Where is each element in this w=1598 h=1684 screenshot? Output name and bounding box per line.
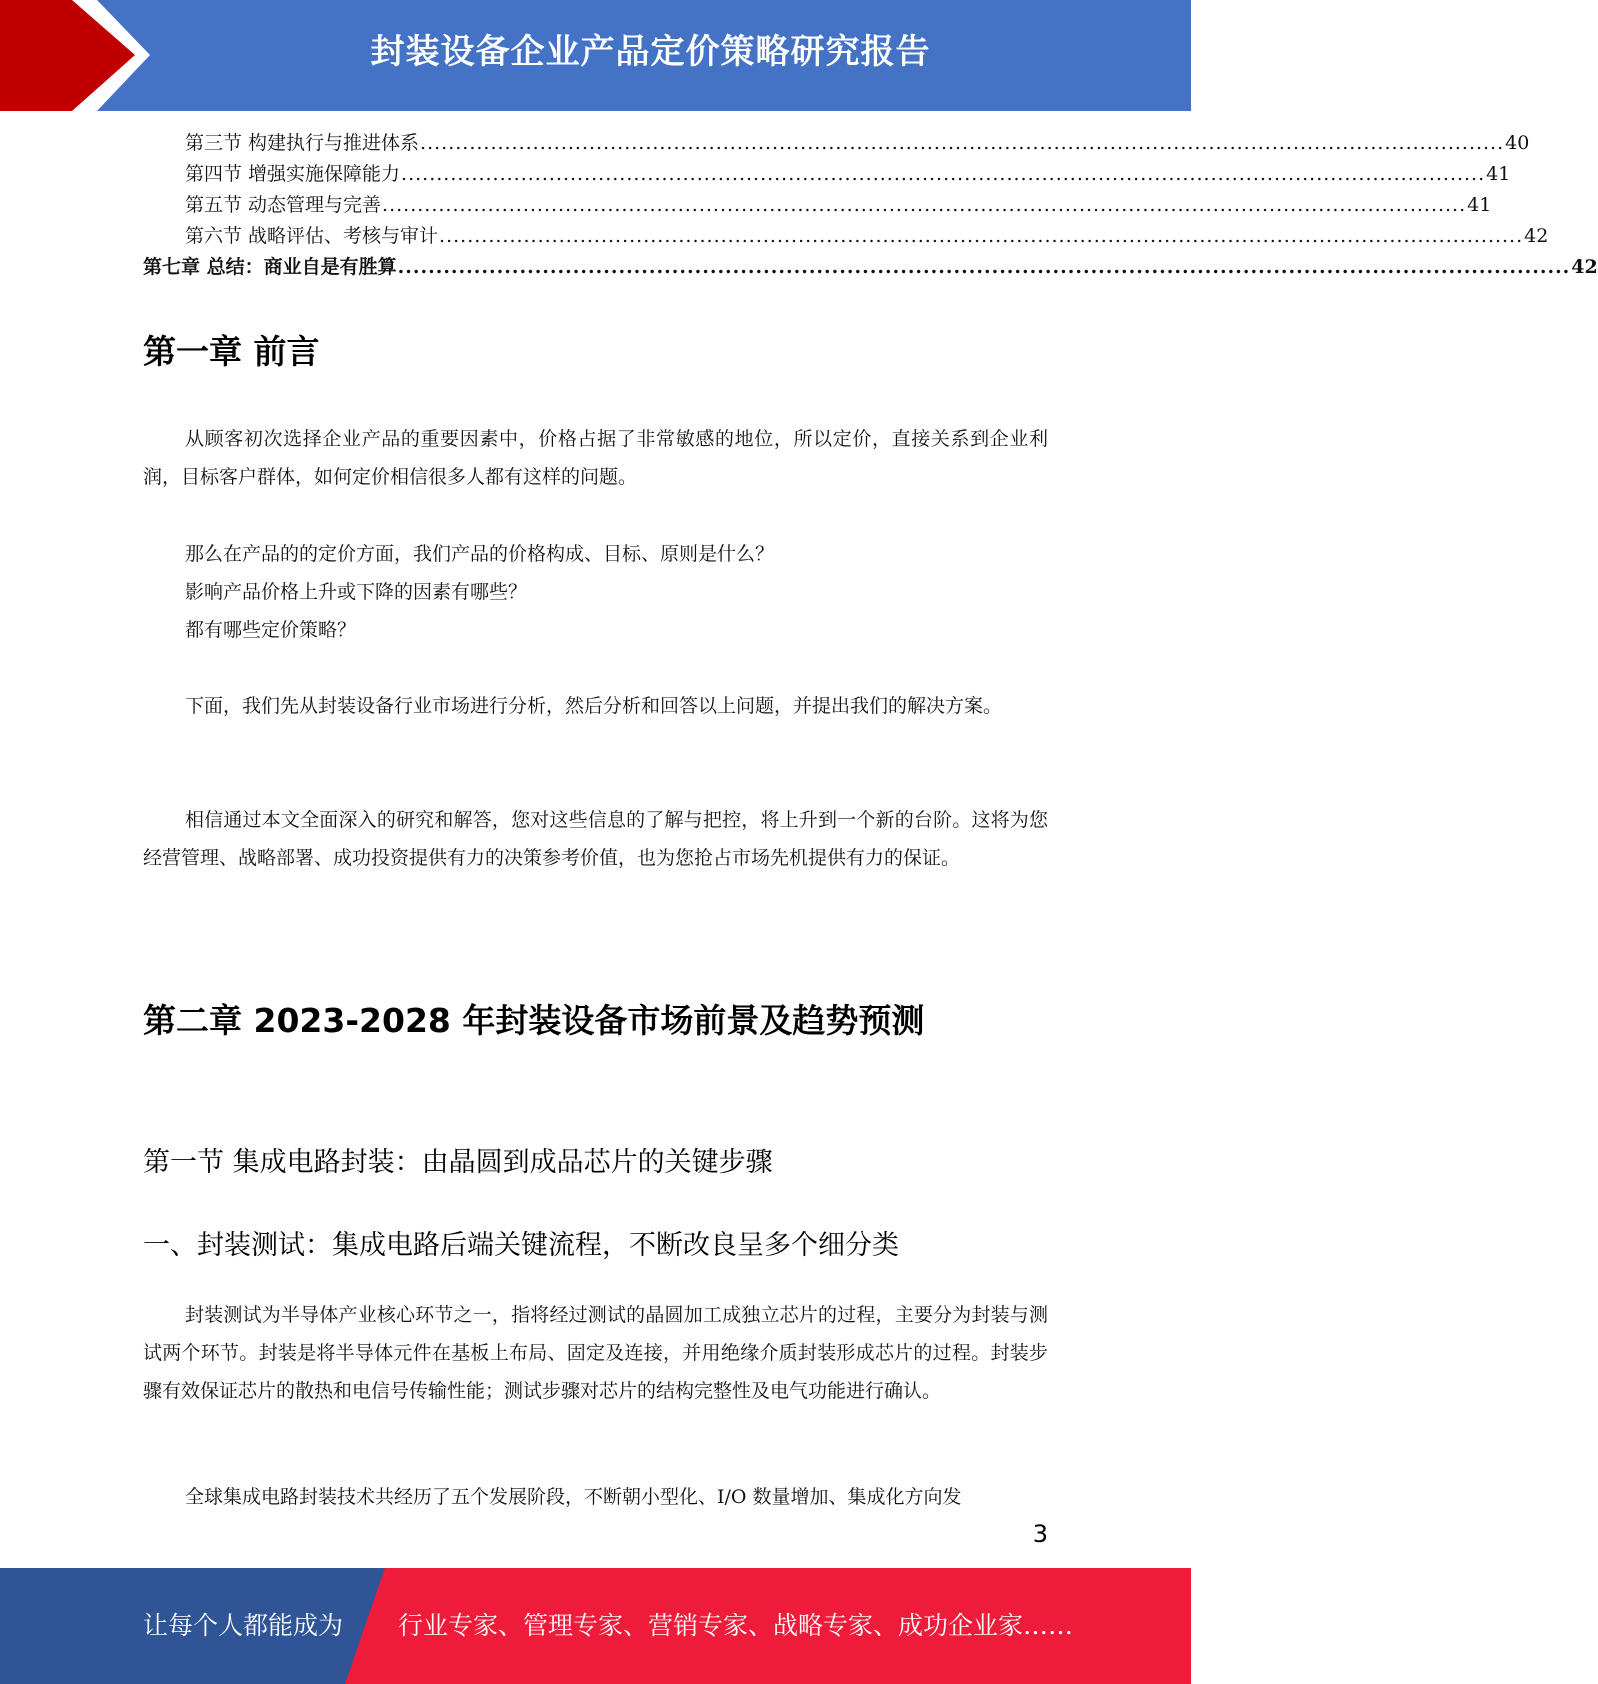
chapter2-heading: 第二章 2023-2028 年封装设备市场前景及趋势预测 [143, 1001, 925, 1040]
toc-entry-label: 第七章 总结：商业自是有胜算 [143, 256, 397, 278]
toc-entry-page: 42 [1571, 256, 1598, 278]
toc-entry-label: 第五节 动态管理与完善 [185, 194, 382, 216]
toc-leader-dots: .......................................................................................................................................................... [401, 163, 1486, 185]
toc-entry-chapter[interactable] [143, 252, 1598, 283]
toc-entry-label: 第六节 战略评估、考核与审计 [185, 225, 439, 247]
chapter1-paragraph-1: 从顾客初次选择企业产品的重要因素中，价格占据了非常敏感的地位，所以定价，直接关系到企业利润，目标客户群体，如何定价相信很多人都有这样的问题。 [143, 428, 1048, 488]
table-of-contents [143, 128, 1598, 283]
chapter1-paragraph-2: 下面，我们先从封装设备行业市场进行分析，然后分析和回答以上问题，并提出我们的解决方案。 [185, 695, 1003, 717]
chapter1-heading: 第一章 前言 [143, 332, 320, 371]
footer-banner [0, 1568, 1191, 1684]
page-number: 3 [1032, 1520, 1048, 1548]
footer-slogan-left: 让每个人都能成为 [143, 1611, 344, 1640]
toc-entry[interactable] [143, 221, 1549, 252]
chapter2-paragraph-1: 封装测试为半导体产业核心环节之一，指将经过测试的晶圆加工成独立芯片的过程，主要分为封装与测试两个环节。封装是将半导体元件在基板上布局、固定及连接，并用绝缘介质封装形成芯片的过程。封装步骤有效保证芯片的散热和电信号传输性能；测试步骤对芯片的结构完整性及电气功能进行确认。 [143, 1304, 1048, 1402]
chapter2-subsection1-heading: 一、封装测试：集成电路后端关键流程，不断改良呈多个细分类 [143, 1230, 899, 1261]
toc-entry-label: 第三节 构建执行与推进体系 [185, 132, 420, 154]
toc-entry-label: 第四节 增强实施保障能力 [185, 163, 401, 185]
toc-leader-dots: .......................................................................................................................................................... [382, 194, 1467, 216]
chapter1-paragraph-3: 相信通过本文全面深入的研究和解答，您对这些信息的了解与把控，将上升到一个新的台阶。这将为您经营管理、战略部署、成功投资提供有力的决策参考价值，也为您抢占市场先机提供有力的保证。 [143, 809, 1048, 869]
toc-leader-dots: .......................................................................................................................................................... [420, 132, 1505, 154]
footer-slogan-right: 行业专家、管理专家、营销专家、战略专家、成功企业家…… [398, 1611, 1074, 1640]
chapter1-question-3: 都有哪些定价策略？ [185, 619, 357, 641]
toc-leader-dots: .......................................................................................................................................................... [397, 256, 1571, 278]
toc-entry[interactable] [143, 128, 1530, 159]
toc-entry-page: 41 [1467, 194, 1492, 216]
chapter1-question-2: 影响产品价格上升或下降的因素有哪些？ [185, 581, 528, 603]
chapter1-question-1: 那么在产品的的定价方面，我们产品的价格构成、目标、原则是什么？ [185, 543, 775, 565]
report-title: 封装设备企业产品定价策略研究报告 [370, 32, 931, 72]
toc-entry[interactable] [143, 159, 1511, 190]
toc-entry-page: 41 [1486, 163, 1511, 185]
chapter2-section1-heading: 第一节 集成电路封装：由晶圆到成品芯片的关键步骤 [143, 1147, 773, 1178]
toc-entry-page: 42 [1524, 225, 1549, 247]
toc-entry[interactable] [143, 190, 1492, 221]
toc-leader-dots: .......................................................................................................................................................... [439, 225, 1524, 247]
header-banner [0, 0, 1191, 111]
chapter2-paragraph-2: 全球集成电路封装技术共经历了五个发展阶段，不断朝小型化、I/O 数量增加、集成化方向发 [185, 1486, 962, 1508]
toc-entry-page: 40 [1505, 132, 1530, 154]
